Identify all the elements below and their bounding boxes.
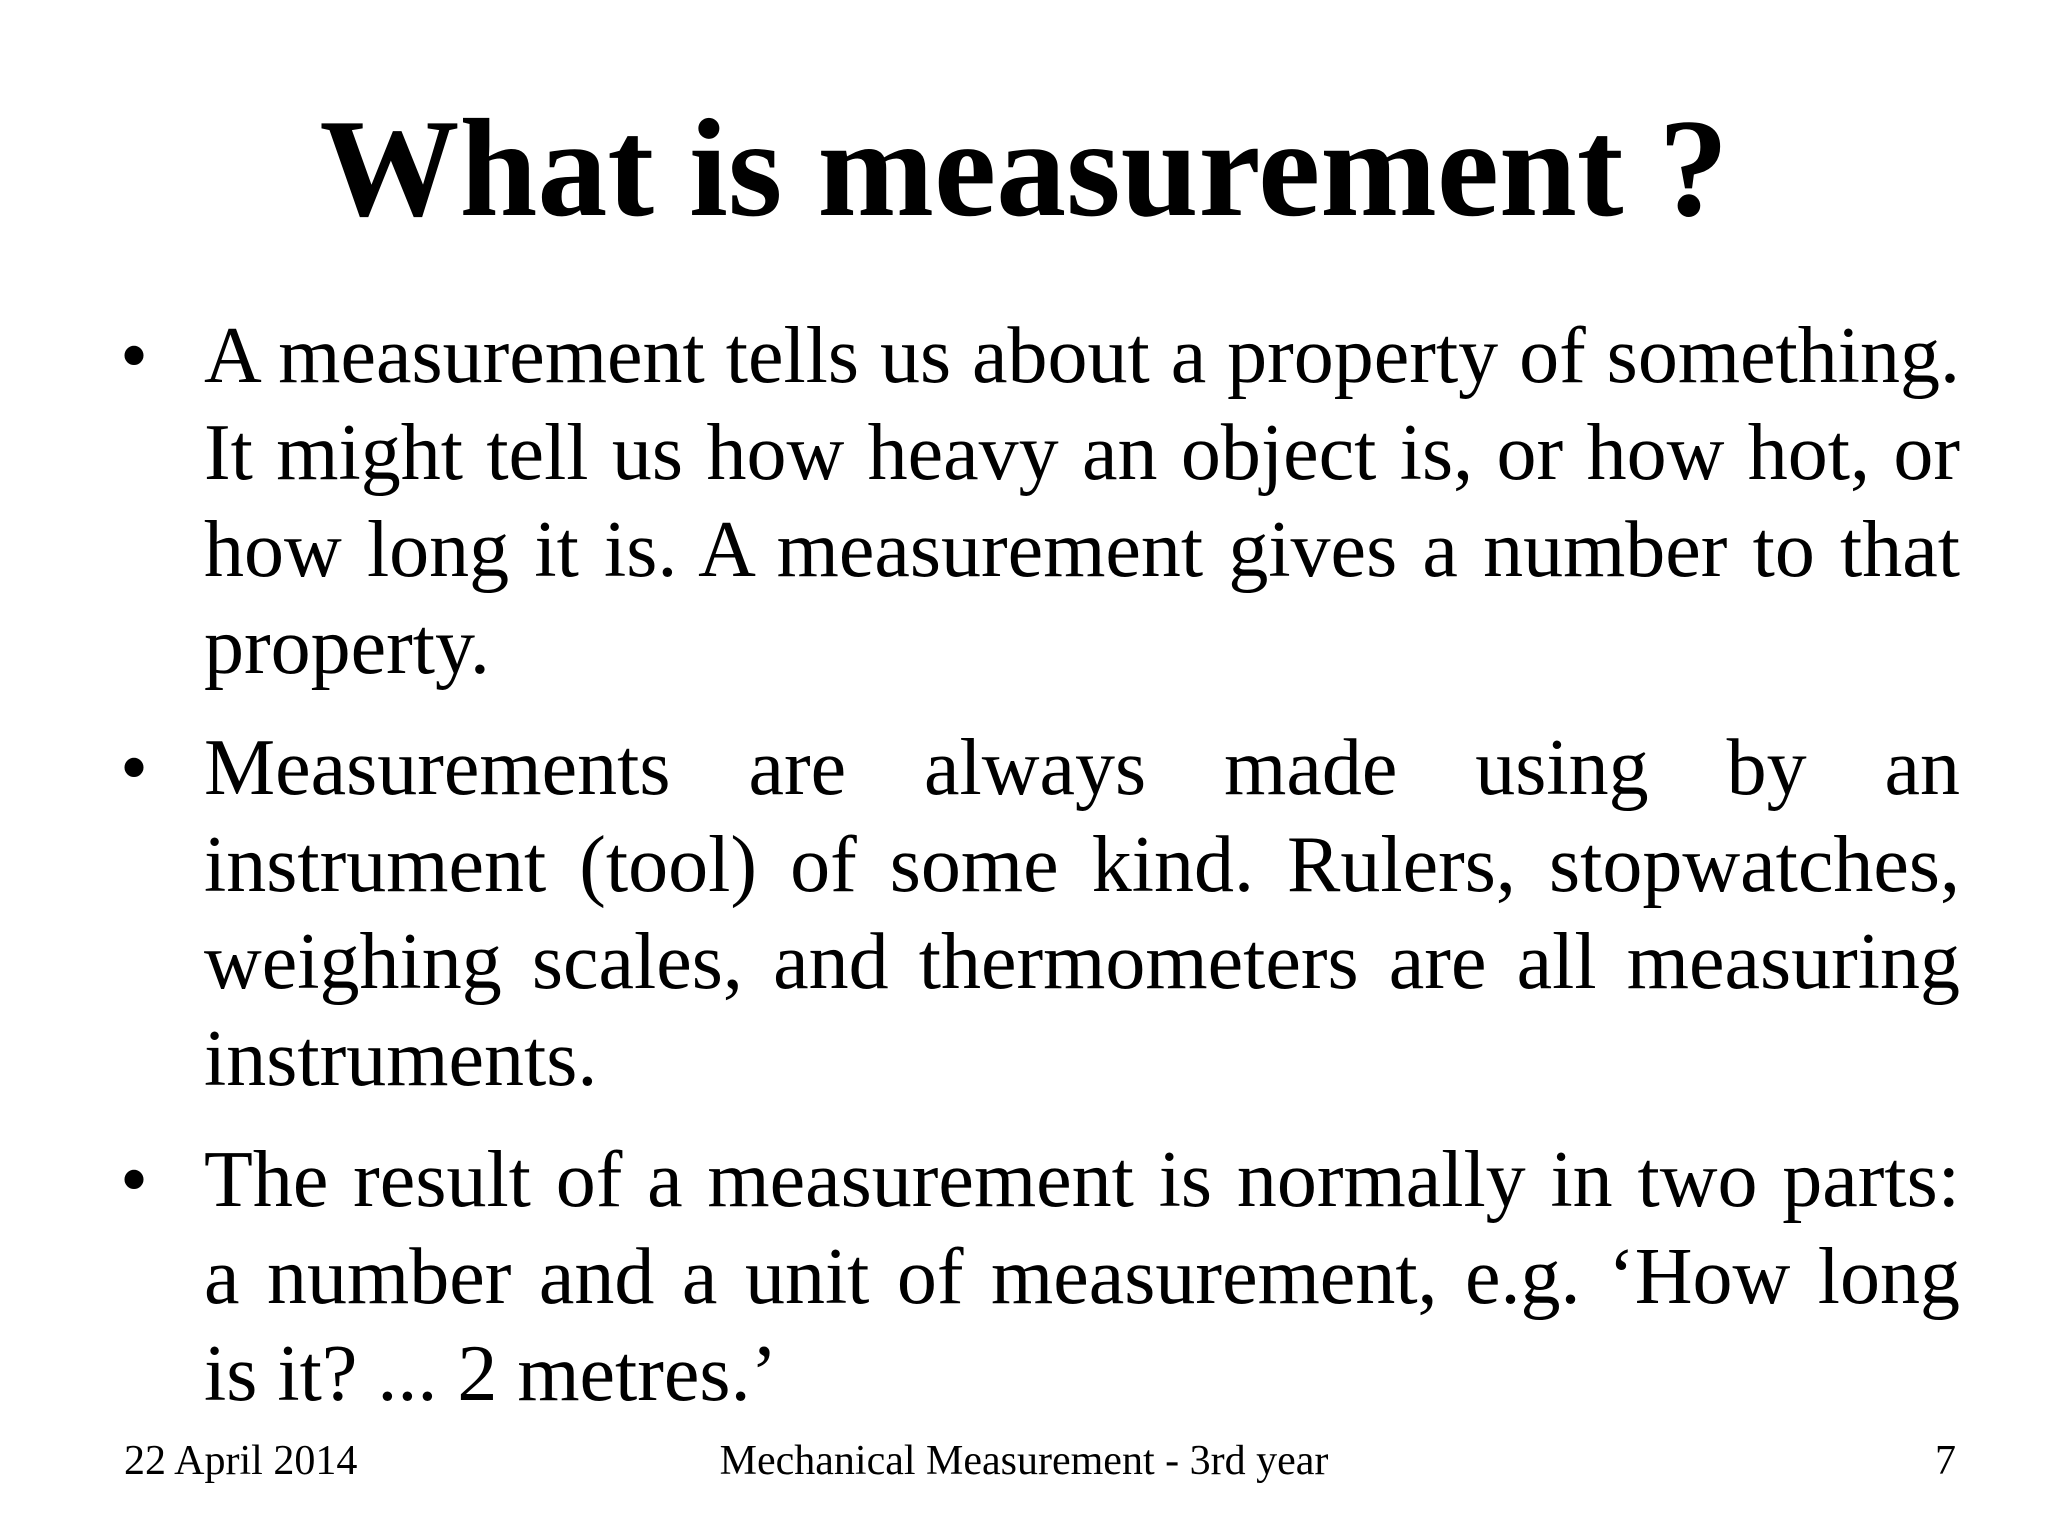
bullet-item — [120, 1132, 1960, 1423]
bullet-item — [120, 720, 1960, 1108]
slide-title: What is measurement ? — [319, 91, 1729, 246]
footer-course-title: Mechanical Measurement - 3rd year — [719, 1438, 1329, 1484]
bullet-marker: • — [120, 312, 149, 400]
bullet-text: Measurements are always made using by an instrument (tool) of some kind. Rulers, stopwatches, weighing scales, and thermometers are all measuring instruments. — [204, 724, 1960, 1103]
bullet-marker: • — [120, 1136, 149, 1224]
bullet-list — [120, 308, 1960, 1447]
bullet-item — [120, 308, 1960, 696]
footer-date: 22 April 2014 — [124, 1438, 358, 1484]
footer-page-number: 7 — [1935, 1438, 1956, 1484]
bullet-marker: • — [120, 724, 149, 812]
bullet-text: The result of a measurement is normally in two parts: a number and a unit of measurement, e.g. ‘How long is it? ... 2 metres.’ — [204, 1136, 1960, 1418]
bullet-text: A measurement tells us about a property of something. It might tell us how heavy an object is, or how hot, or how long it is. A measurement gives a number to that property. — [204, 312, 1960, 691]
